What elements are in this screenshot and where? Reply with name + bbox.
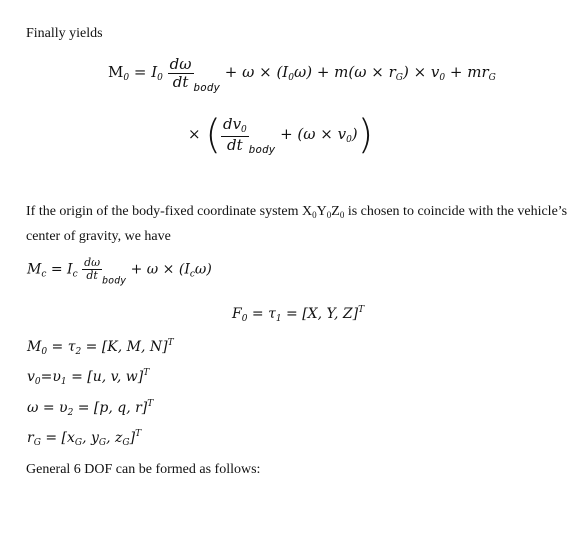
eq1-denominator: dt <box>172 72 189 91</box>
eq4-lhs: F <box>232 306 242 322</box>
eq2-num-sub: 0 <box>241 125 247 136</box>
eq4-mid-sub: 1 <box>275 314 282 324</box>
equation-angular-velocity <box>27 399 153 418</box>
equation-velocity <box>27 368 149 387</box>
equation-cg-position <box>27 429 141 448</box>
eq4-sup: T <box>358 305 365 315</box>
eq3-numerator: dω <box>84 256 101 269</box>
eq7-lhs-sub: 2 <box>67 408 74 418</box>
intro-text: Finally yields <box>26 26 103 41</box>
equation-continuation <box>188 112 373 158</box>
eq8-sup: T <box>135 429 142 439</box>
eq2-numerator <box>221 116 249 137</box>
eq1-lhs-sub: 0 <box>123 73 130 83</box>
eq3-inertia-sub: c <box>72 269 78 280</box>
eq3-eq: = I <box>46 261 73 278</box>
paragraph-line-2: center of gravity, we have <box>26 229 171 244</box>
para-line1-sub3: 0 <box>339 210 345 220</box>
eq2-left-paren: ( <box>205 112 221 158</box>
eq2-times: × <box>188 125 201 143</box>
eq6-sup: T <box>143 368 150 378</box>
para-line1-b: Y <box>316 204 327 219</box>
eq5-mid: = τ <box>47 339 76 355</box>
eq6-rhs: = [u, v, w] <box>66 369 144 385</box>
eq3-denominator: dt <box>86 269 98 283</box>
eq3-term-a: + ω × (I <box>130 261 190 278</box>
eq6-lhs: v <box>27 369 35 385</box>
eq8-c: , z <box>106 430 123 446</box>
eq5-lhs-sub: 0 <box>41 347 48 357</box>
eq1-term-b-sub: G <box>395 73 403 83</box>
eq3-lhs: M <box>27 261 42 278</box>
eq1-inertia: I <box>151 63 158 81</box>
eq1-fraction <box>168 56 194 90</box>
eq7-lhs: ω = υ <box>27 400 68 416</box>
para-line1-sub1: 0 <box>312 210 317 220</box>
eq3-fraction <box>82 257 102 282</box>
eq1-equals: = <box>129 63 152 81</box>
para-line1-d: is chosen to coincide with the vehicle’s <box>344 204 568 219</box>
eq2-num-text: dv <box>222 115 242 134</box>
eq8-b-sub: G <box>98 438 107 448</box>
eq2-close: ) <box>351 125 358 143</box>
eq3-term-b: ω) <box>194 261 212 278</box>
eq2-denominator: dt <box>227 136 243 155</box>
eq4-rhs: = [X, Y, Z] <box>281 306 359 322</box>
eq5-lhs: M <box>27 339 42 355</box>
equation-moment-cg <box>27 257 212 287</box>
eq1-inertia-sub: 0 <box>157 73 163 83</box>
eq1-term-d-sub: G <box>488 73 496 83</box>
eq3-body-subscript: body <box>102 275 127 287</box>
eq2-term-sub: 0 <box>346 135 352 145</box>
eq1-term-c-sub: 0 <box>439 73 446 83</box>
eq1-lhs: M <box>108 63 124 81</box>
eq8-d: ] <box>129 430 136 446</box>
eq3-term-a-sub: c <box>189 269 195 280</box>
eq5-rhs: = [K, M, N] <box>81 339 168 355</box>
paragraph-line-1 <box>26 204 567 220</box>
eq6-lhs-sub: 0 <box>34 377 41 387</box>
eq6-mid-sub: 1 <box>60 377 67 387</box>
eq7-sup: T <box>147 399 154 409</box>
eq2-term: + (ω × v <box>280 125 347 143</box>
equation-moment-origin <box>108 56 496 94</box>
para-line1-a: If the origin of the body-fixed coordinate system X <box>26 204 313 219</box>
eq1-numerator: dω <box>169 55 192 73</box>
equation-moment-vector <box>27 338 174 357</box>
eq2-right-paren: ) <box>357 112 374 158</box>
eq1-body-subscript: body <box>193 81 220 94</box>
eq8-lhs: r <box>27 430 34 446</box>
eq4-lhs-sub: 0 <box>241 314 248 324</box>
eq1-term-d: + mr <box>445 63 489 81</box>
para-line1-c: Z <box>331 204 340 219</box>
eq8-lhs-sub: G <box>33 438 41 448</box>
eq7-rhs: = [p, q, r] <box>73 400 148 416</box>
eq8-b: , y <box>82 430 99 446</box>
eq8-c-sub: G <box>122 438 130 448</box>
eq1-term-a-sub: 0 <box>288 73 294 83</box>
eq8-a: = [x <box>40 430 75 446</box>
eq3-lhs-sub: c <box>41 269 47 280</box>
eq2-fraction <box>221 116 249 153</box>
eq1-term-a: + ω × (I <box>224 63 289 81</box>
eq5-sup: T <box>167 338 174 348</box>
eq6-mid: =υ <box>40 369 61 385</box>
eq1-term-c: ) × v <box>402 63 440 81</box>
eq2-body-subscript: body <box>248 143 276 156</box>
eq4-mid: = τ <box>247 306 276 322</box>
eq5-mid-sub: 2 <box>75 347 82 357</box>
equation-force <box>232 305 364 324</box>
para-line1-sub2: 0 <box>326 210 332 220</box>
eq8-a-sub: G <box>74 438 83 448</box>
eq1-term-b: ω) + m(ω × r <box>293 63 396 81</box>
outro-text: General 6 DOF can be formed as follows: <box>26 462 261 477</box>
